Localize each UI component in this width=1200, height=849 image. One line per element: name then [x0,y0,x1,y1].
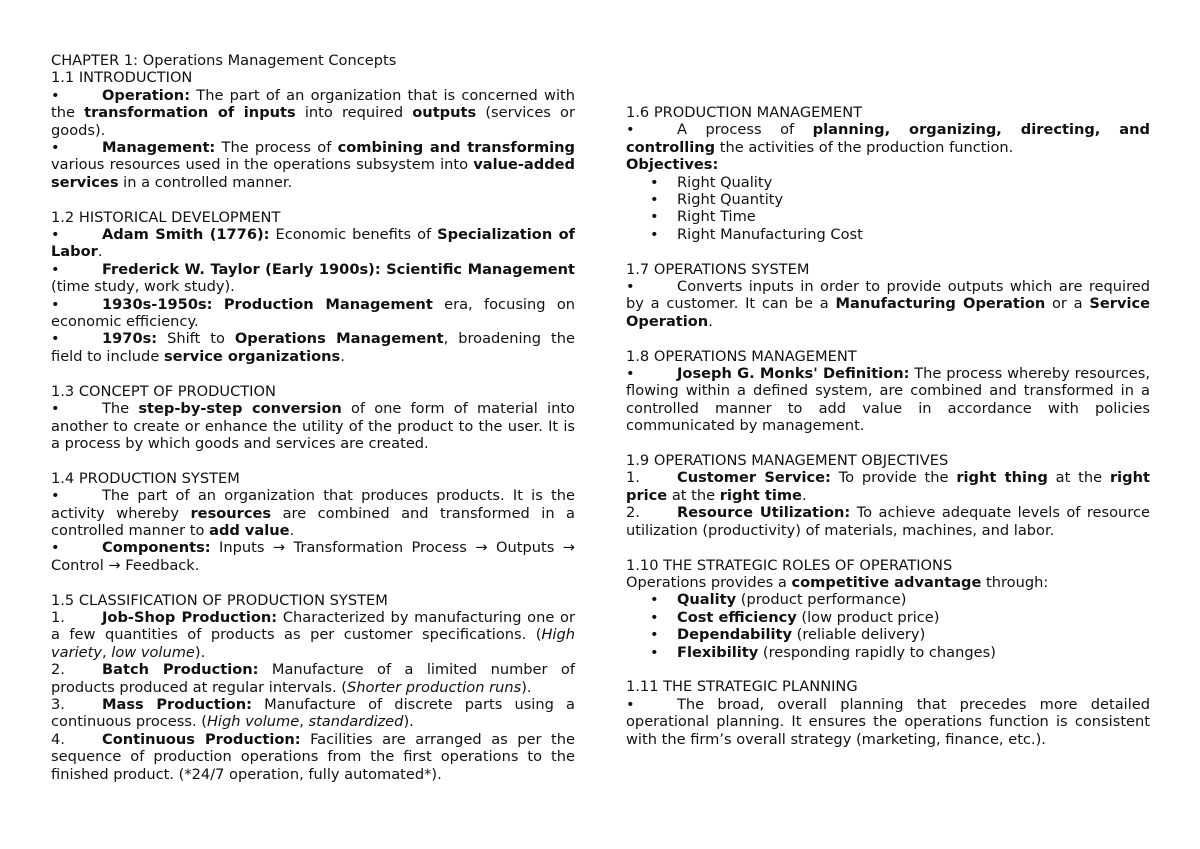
list-item: • Right Time [626,208,1150,225]
section-1-4 [51,470,575,574]
section-1-7 [626,261,1150,331]
strategic-roles-list [626,591,1150,661]
chapter-title: CHAPTER 1: Operations Management Concepts [51,52,397,69]
section-1-6 [626,104,1150,243]
section-1-1 [51,52,575,191]
section-heading: 1.10 THE STRATEGIC ROLES OF OPERATIONS [626,556,953,574]
section-heading: 1.9 OPERATIONS MANAGEMENT OBJECTIVES [626,452,949,470]
section-heading: 1.4 PRODUCTION SYSTEM [51,469,240,487]
section-heading: 1.8 OPERATIONS MANAGEMENT [626,347,857,365]
section-1-5 [51,592,575,783]
section-heading: 1.3 CONCEPT OF PRODUCTION [51,382,276,400]
section-1-10 [626,557,1150,661]
section-1-2 [51,209,575,366]
right-column [626,104,1150,765]
section-heading: 1.1 INTRODUCTION [51,69,193,87]
taylor-paragraph: • Frederick W. Taylor (Early 1900s): Scientific Management (time study, work study). [51,260,575,296]
list-item: • Right Manufacturing Cost [626,226,1150,243]
section-1-3 [51,383,575,453]
list-item: • Quality (product performance) [626,591,1150,608]
smith-paragraph: • Adam Smith (1776): Economic benefits of Specialization of Labor. [51,226,575,261]
operation-paragraph: • Operation: The part of an organization that is concerned with the transformation of inputs into required outputs (services or goods). [51,86,575,139]
objectives-label: Objectives: [626,156,719,174]
management-paragraph: • Management: The process of combining and transforming various resources used in the operations subsystem into value-added services in a controlled manner. [51,139,575,191]
list-item: • Flexibility (responding rapidly to changes) [626,644,1150,661]
list-item: • Right Quantity [626,191,1150,208]
section-heading: 1.6 PRODUCTION MANAGEMENT [626,104,863,121]
left-column [51,52,575,800]
objectives-list [626,174,1150,244]
components-paragraph: • Components: Inputs → Transformation Process → Outputs → Control → Feedback. [51,539,575,574]
job-shop-paragraph: 1. Job-Shop Production: Characterized by manufacturing one or a few quantities of products as per customer specifications. (High variety, low volume). [51,608,575,661]
production-concept-paragraph: • The step-by-step conversion of one form of material into another to create or enhance the utility of the product to the user. It is a process by which goods and services are created. [51,400,575,452]
era-paragraph: • 1930s-1950s: Production Management era, focusing on economic efficiency. [51,295,575,331]
production-system-paragraph: • The part of an organization that produces products. It is the activity whereby resources are combined and transformed in a controlled manner to add value. [51,487,576,539]
batch-paragraph: 2. Batch Production: Manufacture of a limited number of products produced at regular intervals. (Shorter production runs). [51,661,575,696]
section-heading: 1.5 CLASSIFICATION OF PRODUCTION SYSTEM [51,591,388,609]
section-heading: 1.2 HISTORICAL DEVELOPMENT [51,208,281,226]
section-1-9 [626,452,1150,539]
mass-paragraph: 3. Mass Production: Manufacture of discrete parts using a continuous process. (High volume, standardized). [51,695,575,731]
operations-system-paragraph: • Converts inputs in order to provide outputs which are required by a customer. It can be a Manufacturing Operation or a Service Operation. [626,278,1151,330]
shift-paragraph: • 1970s: Shift to Operations Management, broadening the field to include service organizations. [51,330,575,365]
section-1-11 [626,678,1150,748]
strategic-roles-intro: Operations provides a competitive advantage through: [626,573,1049,591]
list-item: • Right Quality [626,174,1150,191]
section-1-8 [626,348,1150,435]
list-item: • Cost efficiency (low product price) [626,609,1150,626]
section-heading: 1.11 THE STRATEGIC PLANNING [626,678,858,696]
customer-service-paragraph: 1. Customer Service: To provide the right thing at the right price at the right time. [626,469,1150,504]
production-management-paragraph: • A process of planning, organizing, directing, and controlling the activities of the production function. [626,121,1150,156]
monks-definition-paragraph: • Joseph G. Monks' Definition: The process whereby resources, flowing within a defined system, are combined and transformed in a controlled manner to add value in accordance with policies communicated by management. [626,365,1150,435]
continuous-paragraph: 4. Continuous Production: Facilities are arranged as per the sequence of production operations from the first operations to the finished product. (*24/7 operation, fully automated*). [51,730,575,783]
resource-utilization-paragraph: 2. Resource Utilization: To achieve adequate levels of resource utilization (productivity) of materials, machines, and labor. [626,504,1150,539]
list-item: • Dependability (reliable delivery) [626,626,1150,643]
strategic-planning-paragraph: • The broad, overall planning that precedes more detailed operational planning. It ensures the operations function is consistent with the firm’s overall strategy (marketing, finance, etc.). [626,695,1150,748]
section-heading: 1.7 OPERATIONS SYSTEM [626,260,810,278]
